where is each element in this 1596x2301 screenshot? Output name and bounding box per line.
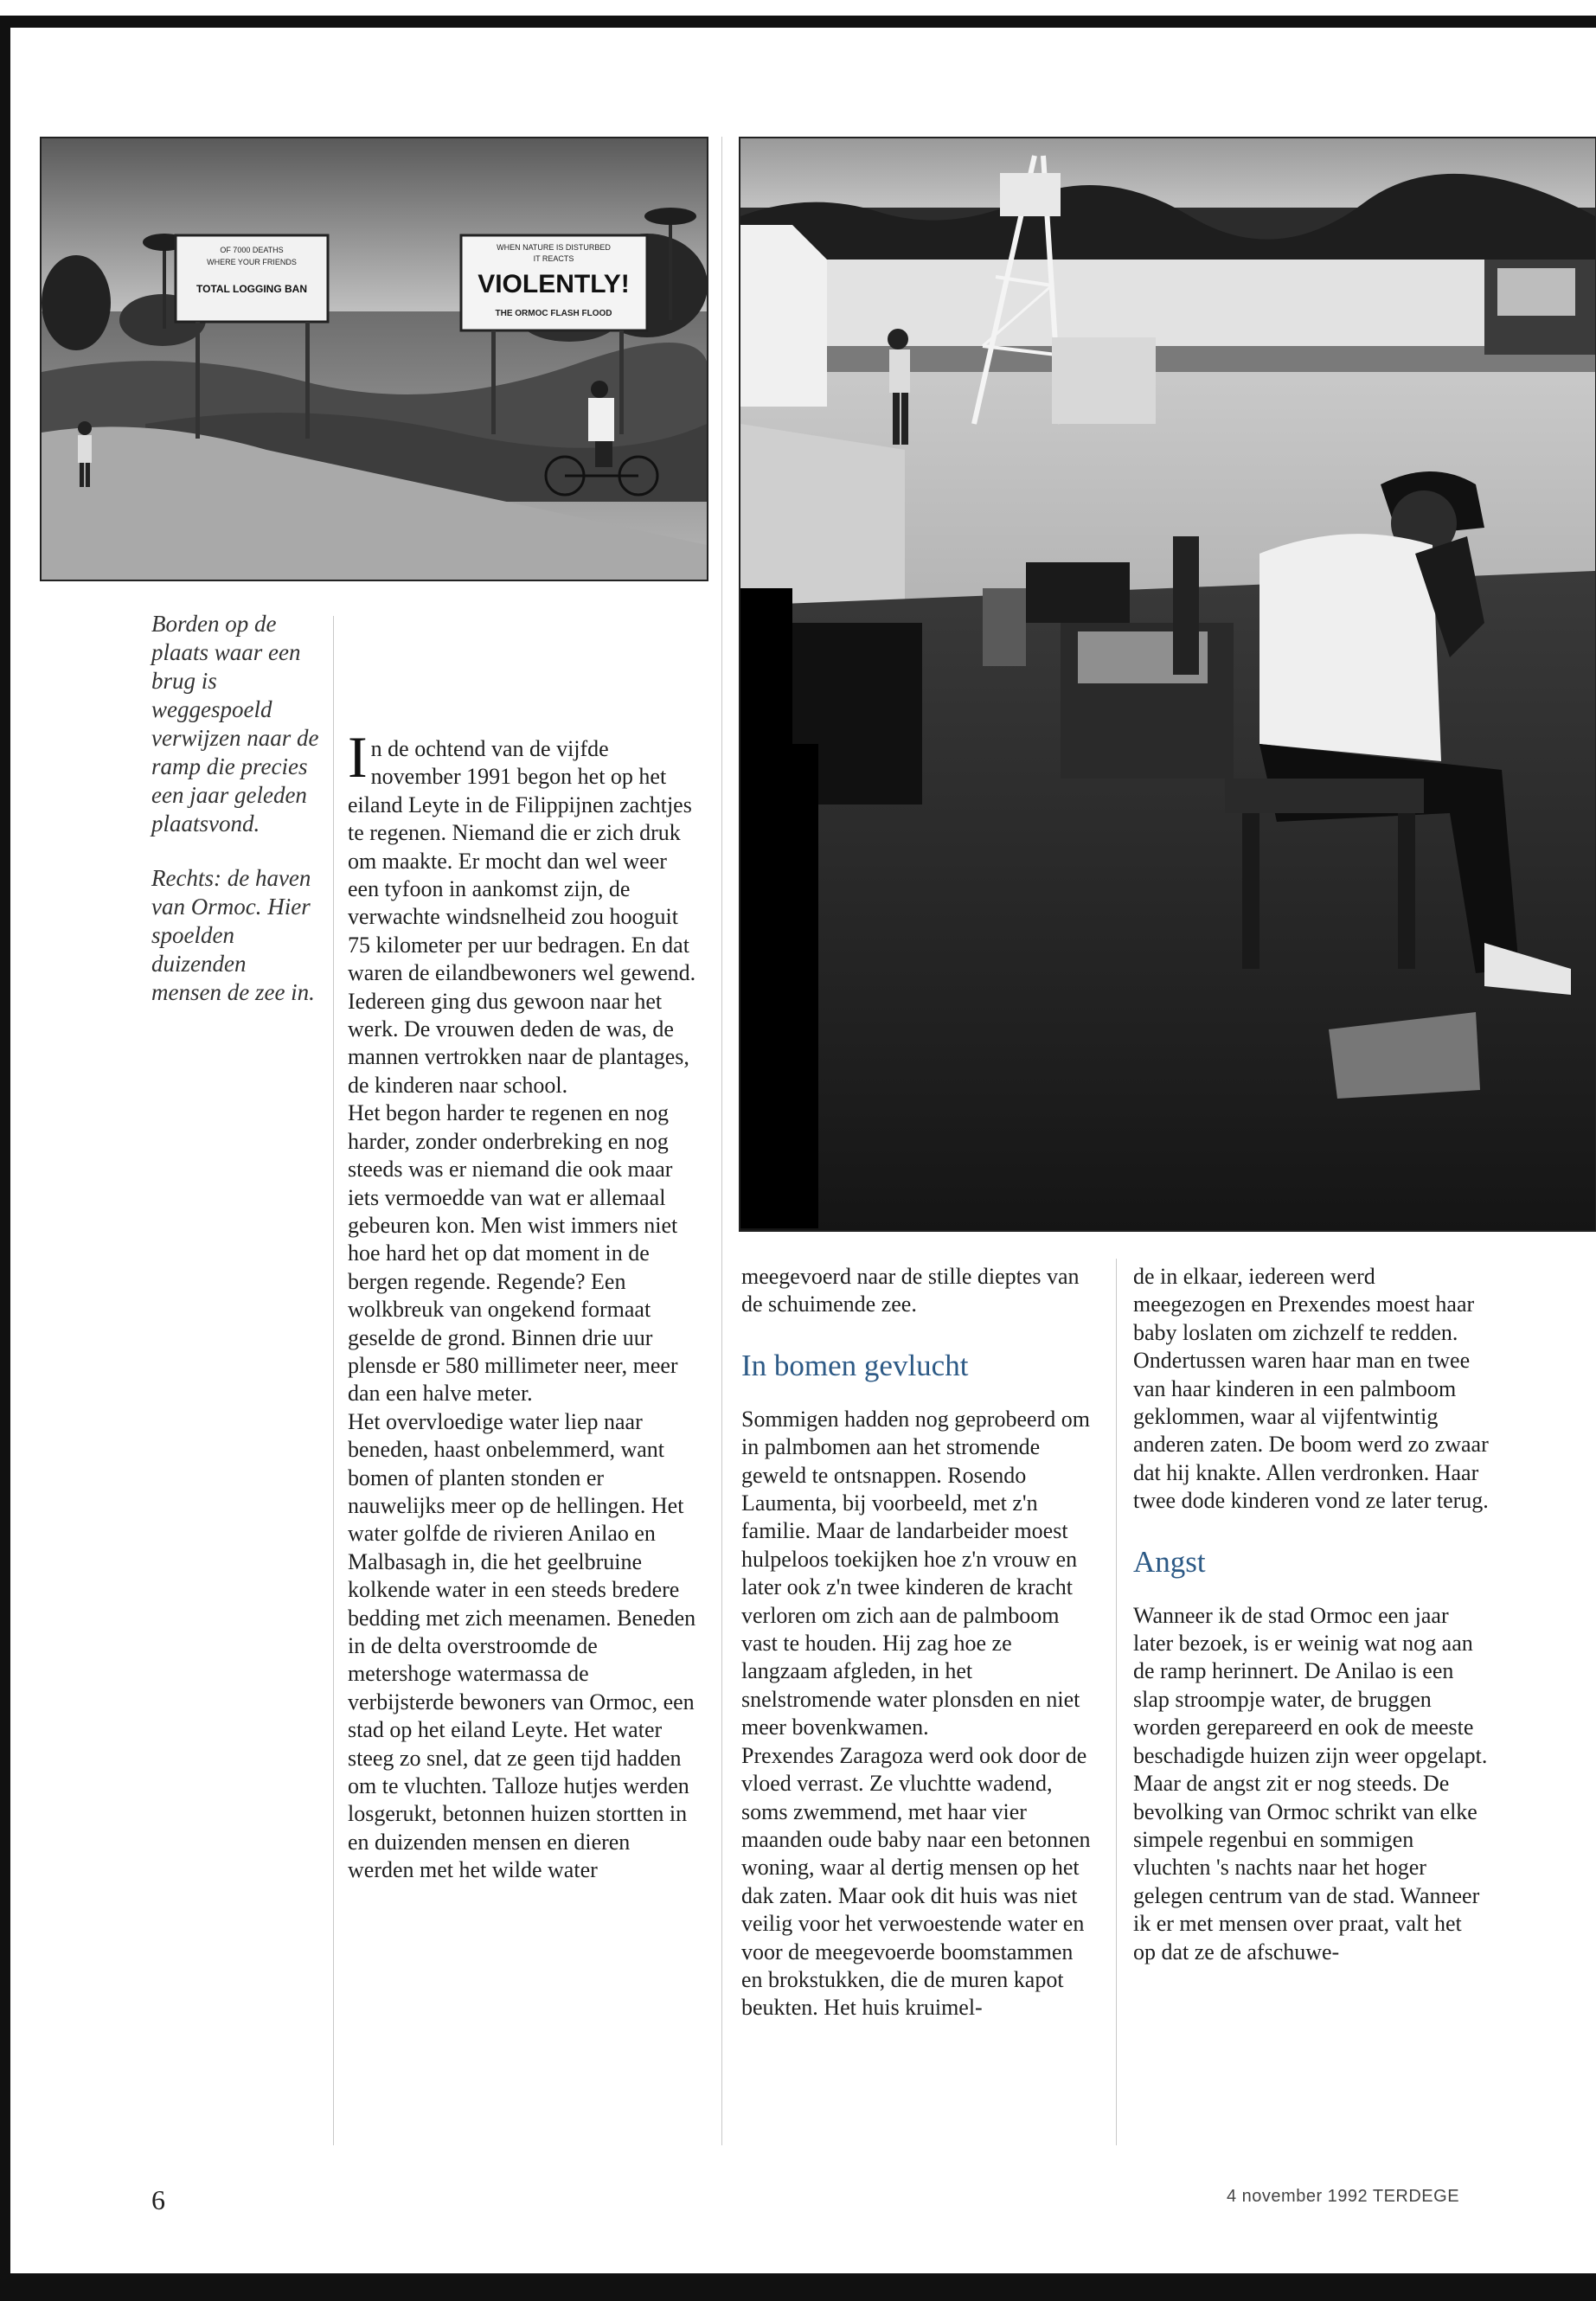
column-rule-2 xyxy=(721,137,722,2145)
article-paragraph: Sommigen hadden nog geprobeerd om in palmbomen aan het stromende geweld te ontsnappen. Rosendo Laumenta, bij voorbeeld, met z'n familie. Maar de landarbeider moest hulpeloos toekijken hoe z'n vrouw en later ook z'n twee kinderen de kracht verloren om zich aan de palmboom vast te houden. Hij zag hoe ze langzaam afgleden, in het snelstromende water plonsden en niet meer bovenkwamen. xyxy=(741,1406,1090,1740)
sign-right-line-3: VIOLENTLY! xyxy=(478,270,630,298)
drop-cap: I xyxy=(348,724,368,790)
page-number: 6 xyxy=(151,2184,165,2215)
article-paragraph: meegevoerd naar de stille dieptes van de schuimende zee. xyxy=(741,1264,1080,1317)
caption-harbor: Rechts: de haven van Ormoc. Hier spoelden duizenden mensen de zee in. xyxy=(151,865,315,1005)
subheading-angst: Angst xyxy=(1133,1544,1206,1579)
article-paragraph: de in elkaar, iedereen werd meegezogen en Prexendes moest haar baby loslaten om zichzelf te redden. Ondertussen waren haar man en twee van haar kinderen in een palmboom geklommen, waar al vijfentwintig anderen zaten. De boom werd zo zwaar dat hij knakte. Allen verdronken. Haar twee dode kinderen vond ze later terug. xyxy=(1133,1264,1489,1514)
top-border xyxy=(0,16,1596,28)
article-column-1 xyxy=(348,724,699,1885)
sign-left-line-1: OF 7000 DEATHS xyxy=(220,246,284,254)
photo-road-signs-image xyxy=(42,138,707,580)
left-border xyxy=(0,16,10,2301)
photo-harbor xyxy=(739,137,1596,1232)
article-paragraph: In de ochtend van de vijfde november 1991 begon het op het eiland Leyte in de Filippijnen zachtjes te regenen. Niemand die er zich druk om maakte. Er mocht dan wel weer een tyfoon in aankomst zijn, de verwachte windsnelheid zou hooguit 75 kilometer per uur bedragen. En dat waren de eilandbewoners wel gewend. Iedereen ging dus gewoon naar het werk. De vrouwen deden de was, de mannen vertrokken naar de plantages, de kinderen naar school. xyxy=(348,724,696,1098)
subheading-bomen: In bomen gevlucht xyxy=(741,1348,969,1382)
sign-right-line-2: IT REACTS xyxy=(533,254,574,263)
issue-line: 4 november 1992 TERDEGE xyxy=(1227,2187,1460,2206)
article-column-3 xyxy=(1133,1263,1490,1966)
column-rule-1 xyxy=(333,616,334,2145)
caption-signs: Borden op de plaats waar een brug is weggespoeld verwijzen naar de ramp die precies een jaar geleden plaatsvond. xyxy=(151,611,319,836)
photo-caption xyxy=(151,610,320,1033)
article-paragraph: Het overvloedige water liep naar beneden, haast onbelemmerd, want bomen of planten stonden er nauwelijks meer op de hellingen. Het water golfde de rivieren Anilao en Malbasagh in, die het geelbruine kolkende water in een steeds bredere bedding met zich meenamen. Beneden in de delta overstroomde de metershoge watermassa de verbijsterde bewoners van Ormoc, een stad op het eiland Leyte. Het water steeg zo snel, dat ze geen tijd hadden om te vluchten. Talloze hutjes werden losgerukt, betonnen huizen stortten in en duizenden mensen en dieren werden met het wilde water xyxy=(348,1408,696,1883)
sign-right-line-1: WHEN NATURE IS DISTURBED xyxy=(497,243,611,252)
photo-road-signs xyxy=(40,137,708,581)
sign-right-line-4: THE ORMOC FLASH FLOOD xyxy=(495,309,612,318)
article-column-2 xyxy=(741,1263,1091,2022)
bottom-border xyxy=(0,2273,1596,2301)
article-paragraph: Prexendes Zaragoza werd ook door de vloed verrast. Ze vluchtte wadend, soms zwemmend, met haar vier maanden oude baby naar een betonnen woning, waar al dertig mensen op het dak zaten. Maar ook dit huis was niet veilig voor het verwoestende water en voor de meegevoerde boomstammen en brokstukken, die de muren kapot beukten. Het huis kruimel- xyxy=(741,1742,1091,2021)
article-paragraph: Maar de angst zit er nog steeds. De bevolking van Ormoc schrikt van elke simpele regenbui en sommigen vluchten 's nachts naar het hoger gelegen centrum van de stad. Wanneer ik er met mensen over praat, valt het op dat ze de afschuwe- xyxy=(1133,1771,1480,1965)
column-rule-3 xyxy=(1116,1259,1117,2145)
sign-left-line-2: WHERE YOUR FRIENDS xyxy=(207,258,297,266)
article-paragraph: Het begon harder te regenen en nog harder, zonder onderbreking en nog steeds was er niemand die ook maar iets vermoedde van wat er allemaal gebeuren kon. Men wist immers niet hoe hard het op dat moment in de bergen regende. Regende? Een wolkbreuk van ongekend formaat geselde de grond. Binnen drie uur plensde er 580 millimeter neer, meer dan een halve meter. xyxy=(348,1100,678,1407)
sign-left-line-3: TOTAL LOGGING BAN xyxy=(196,283,307,295)
photo-harbor-image xyxy=(740,138,1595,1230)
article-paragraph: Wanneer ik de stad Ormoc een jaar later bezoek, is er weinig wat nog aan de ramp herinnert. De Anilao is een slap stroompje water, de bruggen worden gerepareerd en ook de meeste beschadigde huizen zijn weer opgelapt. xyxy=(1133,1602,1488,1768)
